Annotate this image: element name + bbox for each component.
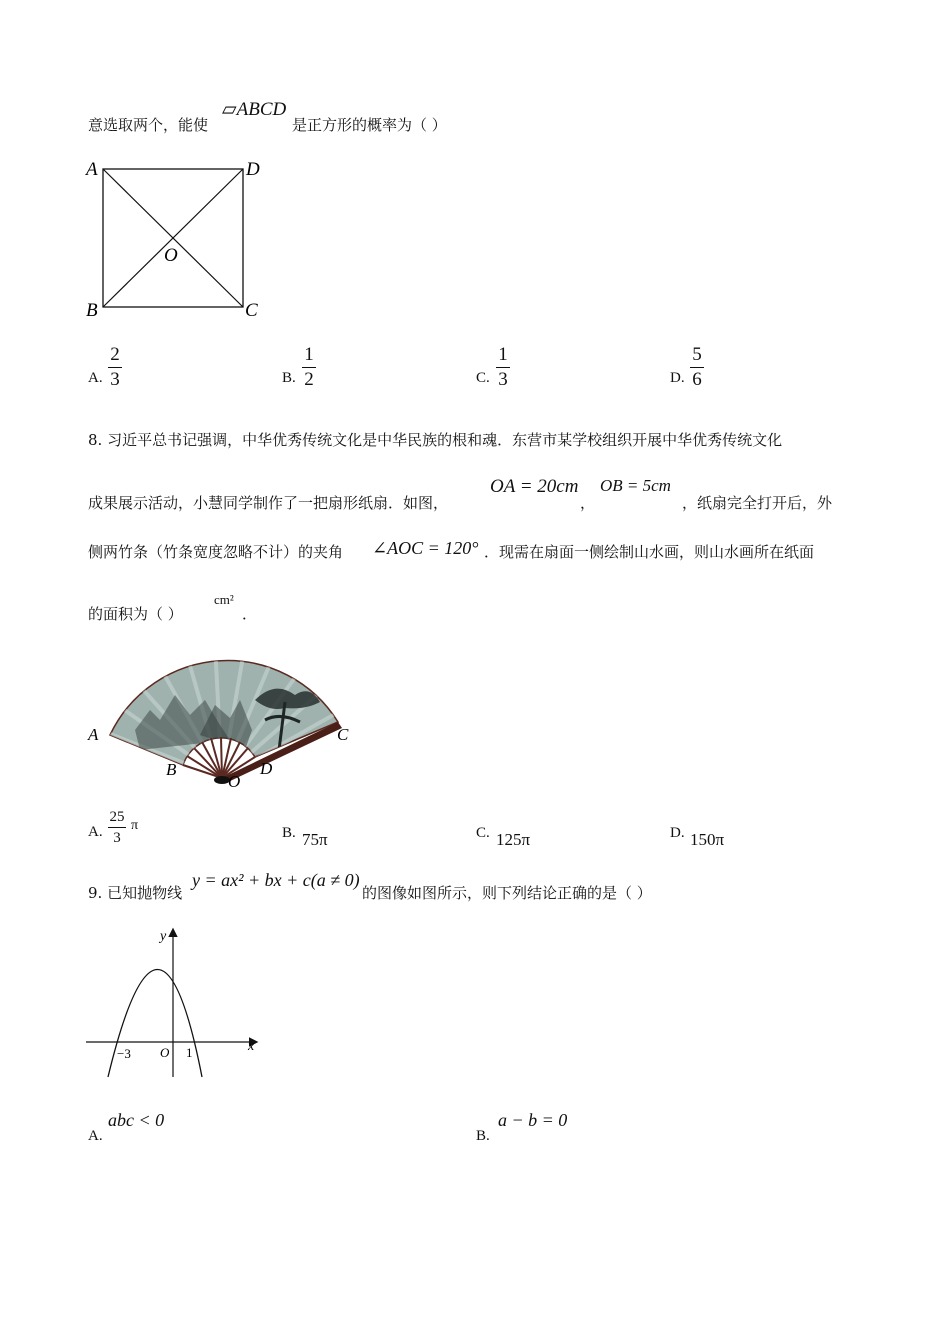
numerator: 2 bbox=[110, 344, 120, 365]
fraction bbox=[496, 344, 510, 391]
q8-fan-figure bbox=[80, 640, 370, 795]
label-A: A bbox=[86, 159, 98, 180]
fan-label-C: C bbox=[337, 725, 349, 744]
denominator: 3 bbox=[113, 830, 121, 846]
fraction bbox=[108, 344, 122, 391]
option-value: 125π bbox=[496, 830, 531, 849]
tick-neg3: −3 bbox=[117, 1046, 131, 1061]
q8-option-d[interactable] bbox=[670, 822, 725, 849]
label-D: D bbox=[246, 159, 260, 180]
numerator: 25 bbox=[109, 809, 125, 825]
q7-square-figure bbox=[80, 150, 280, 325]
denominator: 6 bbox=[692, 369, 702, 390]
fan-paper bbox=[110, 661, 338, 765]
q7-stem-after: 是正方形的概率为（ ） bbox=[292, 116, 447, 134]
fan-label-O: O bbox=[228, 772, 241, 791]
q9-parabola-figure bbox=[80, 922, 270, 1082]
q8-line-4b: ． bbox=[242, 605, 258, 623]
q8-math-oa: OA = 20cm bbox=[490, 476, 579, 497]
q8-unit: cm² bbox=[214, 592, 234, 607]
option-label: B. bbox=[282, 370, 296, 386]
q8-option-c[interactable] bbox=[476, 822, 531, 849]
fraction bbox=[302, 344, 316, 391]
label-O: O bbox=[164, 245, 178, 266]
numerator: 1 bbox=[498, 344, 508, 365]
option-label: C. bbox=[476, 825, 490, 841]
option-label: A. bbox=[88, 1128, 103, 1144]
fraction bbox=[690, 344, 704, 391]
label-C: C bbox=[245, 300, 258, 321]
q8-line-3a: 侧两竹条（竹条宽度忽略不计）的夹角 bbox=[88, 543, 344, 561]
option-label: A. bbox=[88, 370, 103, 386]
fraction bbox=[108, 808, 126, 847]
q8-line-4a: 的面积为（ ） bbox=[88, 605, 183, 623]
option-label: C. bbox=[476, 370, 490, 386]
option-label: D. bbox=[670, 370, 685, 386]
tick-1: 1 bbox=[186, 1045, 193, 1060]
fan-label-A: A bbox=[88, 725, 99, 744]
option-label: D. bbox=[670, 825, 685, 841]
label-B: B bbox=[86, 300, 98, 321]
fan-label-D: D bbox=[260, 759, 273, 778]
option-value: 150π bbox=[690, 830, 725, 849]
option-label: A. bbox=[88, 824, 103, 840]
numerator: 5 bbox=[692, 344, 702, 365]
denominator: 3 bbox=[498, 369, 508, 390]
q8-math-ob: OB = 5cm bbox=[600, 476, 671, 495]
q9-stem-after: 的图像如图所示，则下列结论正确的是（ ） bbox=[362, 884, 652, 902]
q8-math-angle: ∠AOC = 120° bbox=[372, 538, 479, 558]
q8-comma: ， bbox=[580, 494, 596, 512]
denominator: 3 bbox=[110, 369, 120, 390]
origin-label: O bbox=[160, 1045, 170, 1060]
q7-stem-before: 意选取两个，能使 bbox=[88, 116, 209, 134]
q8-line-2a: 成果展示活动，小慧同学制作了一把扇形纸扇．如图， bbox=[88, 494, 449, 512]
q9-stem-math: y = ax² + bx + c(a ≠ 0) bbox=[192, 870, 360, 890]
option-label: B. bbox=[476, 1128, 490, 1144]
y-axis-label: y bbox=[160, 929, 167, 944]
option-value: abc < 0 bbox=[108, 1110, 165, 1130]
option-value: 75π bbox=[302, 830, 328, 849]
q8-line-3b: ．现需在扇面一侧绘制山水画，则山水画所在纸面 bbox=[484, 543, 815, 561]
pi-suffix: π bbox=[131, 818, 139, 833]
fan-label-B: B bbox=[166, 760, 177, 779]
denominator: 2 bbox=[304, 369, 314, 390]
option-label: B. bbox=[282, 825, 296, 841]
q9-stem-before: 9. 已知抛物线 bbox=[88, 884, 183, 902]
numerator: 1 bbox=[304, 344, 314, 365]
q7-stem-math: ▱ABCD bbox=[222, 99, 287, 120]
q8-line-1: 8. 习近平总书记强调，中华优秀传统文化是中华民族的根和魂．东营市某学校组织开展中华优秀传统文化 bbox=[88, 431, 783, 449]
q8-option-b[interactable] bbox=[282, 822, 328, 849]
option-value: a − b = 0 bbox=[498, 1110, 568, 1130]
q8-line-2b: ，纸扇完全打开后，外 bbox=[682, 494, 833, 512]
x-axis-label: x bbox=[248, 1039, 255, 1054]
